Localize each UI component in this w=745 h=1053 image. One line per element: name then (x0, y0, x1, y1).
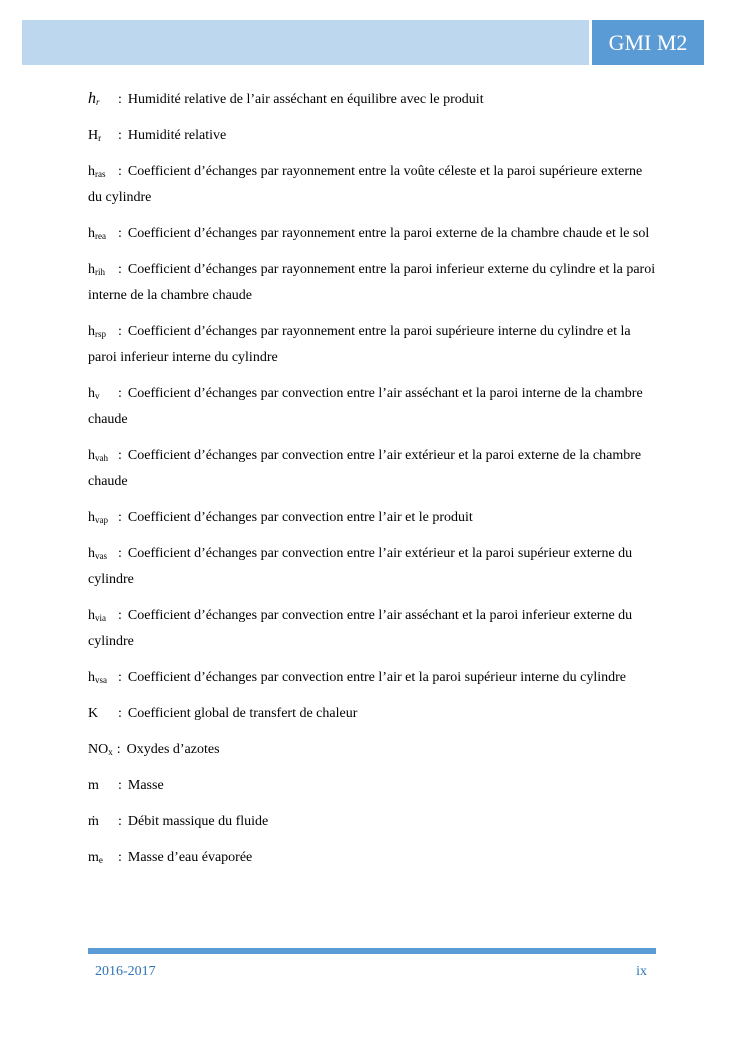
footer-rule (88, 948, 656, 954)
definition: Coefficient d’échanges par rayonnement entre la paroi supérieure interne du cylindre et la paroi inferieur interne du cylindre (88, 324, 631, 365)
symbol: $H_r$ (88, 128, 102, 143)
definition: Coefficient d’échanges par convection entre l’air extérieur et la paroi supérieur externe du cylindre (88, 546, 633, 587)
nomenclature-list (88, 86, 658, 881)
entry-hvia: $h_{via}$ : Coefficient d’échanges par convection entre l’air asséchant et la paroi inferieur externe du cylindre (88, 603, 658, 655)
entry-hrih: $h_{rih}$ : Coefficient d’échanges par rayonnement entre la paroi inferieur externe du cylindre et la paroi interne de la chambre chaude (88, 257, 658, 309)
entry-K: K : Coefficient global de transfert de chaleur (88, 701, 658, 727)
entry-me: $m_e$ : Masse d’eau évaporée (88, 845, 658, 871)
definition: Masse (127, 778, 164, 793)
definition: Coefficient global de transfert de chaleur (127, 706, 358, 721)
symbol: $h_{rsp}$ (88, 324, 106, 339)
symbol: $h_{vah}$ (88, 448, 108, 463)
footer-year: 2016-2017 (95, 964, 156, 979)
definition: Coefficient d’échanges par convection entre l’air asséchant et la paroi inferieur externe du cylindre (88, 608, 633, 649)
entry-mdot: ṁ : Débit massique du fluide (88, 809, 658, 835)
entry-hv: $h_v$ : Coefficient d’échanges par convection entre l’air asséchant et la paroi interne de la chambre chaude (88, 381, 658, 433)
symbol: $h_{rea}$ (88, 226, 106, 241)
entry-hvas: $h_{vas}$ : Coefficient d’échanges par convection entre l’air extérieur et la paroi supérieur externe du cylindre (88, 541, 658, 593)
entry-NOx: $NO_x$ : Oxydes d’azotes (88, 737, 658, 763)
entry-hrea: $h_{rea}$ : Coefficient d’échanges par rayonnement entre la paroi externe de la chambre chaude et le sol (88, 221, 658, 247)
symbol: $h_{vsa}$ (88, 670, 107, 685)
symbol: $h_{via}$ (88, 608, 106, 623)
definition: Coefficient d’échanges par convection entre l’air asséchant et la paroi interne de la chambre chaude (88, 386, 643, 427)
definition: Oxydes d’azotes (126, 742, 220, 757)
symbol: K (88, 706, 99, 721)
definition: Coefficient d’échanges par convection entre l’air et le produit (127, 510, 473, 525)
entry-Hr: $H_r$ : Humidité relative (88, 123, 658, 149)
definition: Coefficient d’échanges par rayonnement entre la paroi inferieur externe du cylindre et la paroi interne de la chambre chaude (88, 262, 656, 303)
header-badge: GMI M2 (592, 20, 704, 65)
definition: Masse d’eau évaporée (127, 850, 253, 865)
header-band (22, 20, 589, 65)
entry-hvah: $h_{vah}$ : Coefficient d’échanges par convection entre l’air extérieur et la paroi externe de la chambre chaude (88, 443, 658, 495)
symbol: ṁ (88, 814, 99, 829)
entry-hvap: $h_{vap}$ : Coefficient d’échanges par convection entre l’air et le produit (88, 505, 658, 531)
definition: Coefficient d’échanges par convection entre l’air extérieur et la paroi externe de la chambre chaude (88, 448, 642, 489)
symbol: $NO_x$ (88, 742, 113, 757)
symbol: $h_{ras}$ (88, 164, 106, 179)
symbol: $h_{rih}$ (88, 262, 105, 277)
entry-hras: $h_{ras}$ : Coefficient d’échanges par rayonnement entre la voûte céleste et la paroi supérieure externe du cylindre (88, 159, 658, 211)
definition: Débit massique du fluide (127, 814, 269, 829)
entry-hrsp: $h_{rsp}$ : Coefficient d’échanges par rayonnement entre la paroi supérieure interne du cylindre et la paroi inferieur interne du cylindre (88, 319, 658, 371)
page-number: ix (636, 964, 647, 979)
entry-m: m : Masse (88, 773, 658, 799)
definition: Humidité relative de l’air asséchant en équilibre avec le produit (127, 92, 484, 107)
entry-hr: $h_r$ : Humidité relative de l’air asséchant en équilibre avec le produit (88, 86, 658, 113)
entry-hvsa: $h_{vsa}$ : Coefficient d’échanges par convection entre l’air et la paroi supérieur interne du cylindre (88, 665, 658, 691)
symbol: $h_{vap}$ (88, 510, 108, 525)
symbol: m (88, 778, 99, 793)
symbol: $h_{vas}$ (88, 546, 107, 561)
symbol: $m_e$ (88, 850, 103, 865)
symbol: $h_v$ (88, 386, 100, 401)
definition: Coefficient d’échanges par rayonnement entre la paroi externe de la chambre chaude et le sol (127, 226, 650, 241)
definition: Coefficient d’échanges par rayonnement entre la voûte céleste et la paroi supérieure externe du cylindre (88, 164, 643, 205)
symbol: $h_r$ (88, 90, 100, 107)
definition: Coefficient d’échanges par convection entre l’air et la paroi supérieur interne du cylindre (127, 670, 626, 685)
definition: Humidité relative (127, 128, 227, 143)
